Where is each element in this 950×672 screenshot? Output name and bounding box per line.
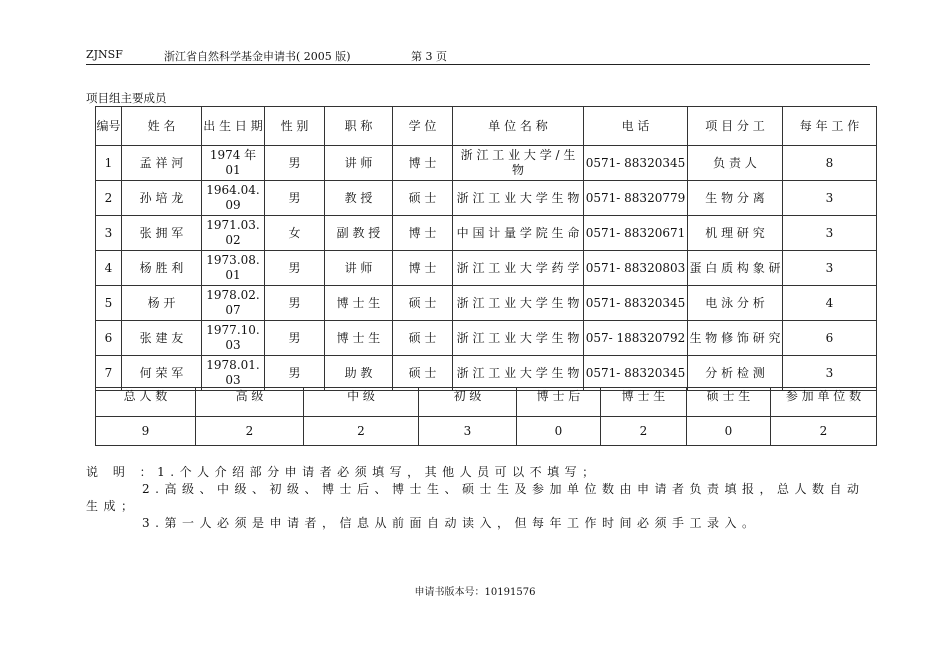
cell-text: 4	[104, 260, 113, 275]
members-header-row	[96, 107, 877, 146]
cell-text: 1971.03. 02	[206, 218, 260, 247]
cell-text: 参 加 单 位 数	[785, 389, 862, 403]
cell-text: 教 授	[344, 190, 373, 205]
cell-text: 博 士	[408, 225, 437, 240]
summary-value-cell: 3	[419, 417, 517, 446]
cell-text: 博 士	[408, 260, 437, 275]
table-cell	[688, 216, 783, 251]
cell-text: 杨 开	[147, 295, 176, 310]
cell-text: 0571- 88320345	[585, 155, 686, 170]
table-cell	[202, 216, 265, 251]
table-cell	[202, 286, 265, 321]
summary-value-cell: 0	[517, 417, 601, 446]
cell-text: 3	[825, 365, 834, 380]
table-cell	[584, 356, 688, 391]
cell-text: 何 荣 军	[139, 365, 184, 380]
cell-text: 孟 祥 河	[139, 155, 184, 170]
cell-text: 硕 士	[408, 330, 437, 345]
cell-text: 助 教	[344, 365, 373, 380]
cell-text: 0571- 88320345	[585, 295, 686, 310]
table-cell	[96, 216, 122, 251]
column-header: 性 别	[265, 107, 325, 146]
cell-text: 6	[825, 330, 834, 345]
summary-value-cell: 2	[196, 417, 304, 446]
table-cell	[96, 321, 122, 356]
cell-text: 浙 江 工 业 大 学 生 物	[456, 330, 580, 345]
table-cell	[584, 216, 688, 251]
table-cell	[265, 356, 325, 391]
table-cell	[202, 146, 265, 181]
summary-table	[95, 387, 877, 446]
table-cell	[202, 321, 265, 356]
table-cell	[783, 286, 877, 321]
table-cell	[453, 251, 584, 286]
cell-text: 3	[104, 225, 113, 240]
cell-text: 博 士 生	[336, 295, 381, 310]
table-row	[96, 146, 877, 181]
table-cell	[453, 146, 584, 181]
cell-text: 杨 胜 利	[139, 260, 184, 275]
cell-text: 副 教 授	[336, 225, 381, 240]
table-cell	[325, 286, 393, 321]
cell-text: 男	[288, 295, 301, 310]
table-cell	[325, 216, 393, 251]
summary-value-row	[96, 417, 877, 446]
table-cell	[393, 216, 453, 251]
column-header: 学 位	[393, 107, 453, 146]
cell-text: 0571- 88320779	[585, 190, 686, 205]
summary-value-cell: 2	[771, 417, 877, 446]
column-header: 每 年 工 作	[783, 107, 877, 146]
table-cell	[688, 146, 783, 181]
cell-text: 生 物 修 饰 研 究	[689, 330, 781, 345]
members-table	[95, 106, 877, 391]
cell-text: 硕 士	[408, 295, 437, 310]
table-row	[96, 286, 877, 321]
summary-header-cell	[196, 388, 304, 417]
table-cell	[325, 321, 393, 356]
table-cell	[783, 146, 877, 181]
table-cell	[122, 181, 202, 216]
table-cell	[325, 251, 393, 286]
cell-text: 1964.04. 09	[206, 183, 260, 212]
table-row	[96, 321, 877, 356]
cell-text: 1978.01. 03	[206, 358, 260, 387]
cell-text: 女	[288, 225, 301, 240]
cell-text: 3	[825, 225, 834, 240]
note-line: 2.高级、中级、初级、博士后、博士生、硕士生及参加单位数由申请者负责填报，总人数自动生成；	[86, 482, 865, 513]
table-cell	[393, 146, 453, 181]
cell-text: 0571- 88320671	[585, 225, 686, 240]
cell-text: 硕 士 生	[706, 389, 751, 403]
cell-text: 博 士 后	[536, 389, 581, 403]
summary-header-cell	[304, 388, 419, 417]
cell-text: 高 级	[235, 389, 264, 403]
table-cell	[202, 356, 265, 391]
table-cell	[783, 216, 877, 251]
note-line: 说 明 ：1.个人介绍部分申请者必须填写，其他人员可以不填写；	[86, 465, 600, 479]
column-header: 单 位 名 称	[453, 107, 584, 146]
table-cell	[688, 356, 783, 391]
cell-text: 1977.10. 03	[206, 323, 260, 352]
table-cell	[325, 181, 393, 216]
cell-text: 博 士 生	[336, 330, 381, 345]
table-cell	[393, 286, 453, 321]
table-cell	[393, 356, 453, 391]
page-header	[86, 46, 870, 65]
cell-text: 男	[288, 260, 301, 275]
cell-text: 浙 江 工 业 大 学 生 物	[456, 365, 580, 380]
version-footer: 申请书版本号：10191576	[414, 587, 536, 598]
cell-text: 讲 师	[344, 155, 373, 170]
cell-text: 男	[288, 365, 301, 380]
table-cell	[393, 321, 453, 356]
cell-text: 浙 江 工 业 大 学 / 生 物	[460, 148, 576, 177]
table-row	[96, 251, 877, 286]
cell-text: 博 士	[408, 155, 437, 170]
table-cell	[202, 251, 265, 286]
cell-text: 孙 培 龙	[139, 190, 184, 205]
cell-text: 1	[104, 155, 113, 170]
cell-text: 0571- 88320803	[585, 260, 686, 275]
note-line: 3.第一人必须是申请者，信息从前面自动读入，但每年工作时间必须手工录入。	[142, 516, 760, 530]
cell-text: 浙 江 工 业 大 学 生 物	[456, 295, 580, 310]
cell-text: 初 级	[453, 389, 482, 403]
header-left: ZJNSF	[86, 48, 123, 61]
table-cell	[584, 181, 688, 216]
table-row	[96, 356, 877, 391]
table-cell	[325, 146, 393, 181]
table-row	[96, 181, 877, 216]
cell-text: 硕 士	[408, 365, 437, 380]
table-cell	[202, 181, 265, 216]
cell-text: 4	[825, 295, 834, 310]
table-cell	[265, 216, 325, 251]
table-cell	[688, 321, 783, 356]
table-cell	[265, 286, 325, 321]
table-cell	[265, 181, 325, 216]
column-header: 电 话	[584, 107, 688, 146]
cell-text: 1974 年 01	[209, 148, 257, 177]
cell-text: 男	[288, 330, 301, 345]
summary-value-cell: 2	[304, 417, 419, 446]
table-cell	[96, 251, 122, 286]
table-cell	[393, 251, 453, 286]
cell-text: 硕 士	[408, 190, 437, 205]
table-cell	[122, 321, 202, 356]
summary-value-cell: 0	[687, 417, 771, 446]
table-cell	[584, 286, 688, 321]
cell-text: 机 理 研 究	[705, 225, 765, 240]
table-cell	[325, 356, 393, 391]
column-header: 姓 名	[122, 107, 202, 146]
table-cell	[783, 321, 877, 356]
table-cell	[265, 251, 325, 286]
table-cell	[584, 146, 688, 181]
table-cell	[96, 146, 122, 181]
summary-value-cell: 9	[96, 417, 196, 446]
column-header: 项 目 分 工	[688, 107, 783, 146]
table-cell	[453, 181, 584, 216]
table-cell	[453, 356, 584, 391]
column-header: 职 称	[325, 107, 393, 146]
table-cell	[584, 321, 688, 356]
table-cell	[453, 286, 584, 321]
table-cell	[584, 251, 688, 286]
cell-text: 2	[104, 190, 113, 205]
cell-text: 8	[825, 155, 834, 170]
cell-text: 0571- 88320345	[585, 365, 686, 380]
cell-text: 分 析 检 测	[705, 365, 765, 380]
cell-text: 生 物 分 离	[705, 190, 765, 205]
summary-header-cell	[771, 388, 877, 417]
cell-text: 7	[104, 365, 113, 380]
cell-text: 057- 188320792	[585, 330, 686, 345]
table-cell	[688, 181, 783, 216]
cell-text: 浙 江 工 业 大 学 生 物	[456, 190, 580, 205]
cell-text: 3	[825, 260, 834, 275]
cell-text: 张 拥 军	[139, 225, 184, 240]
summary-header-cell	[601, 388, 687, 417]
summary-header-cell	[687, 388, 771, 417]
summary-header-cell	[419, 388, 517, 417]
cell-text: 博 士 生	[621, 389, 666, 403]
cell-text: 张 建 友	[139, 330, 184, 345]
summary-value-cell: 2	[601, 417, 687, 446]
table-cell	[122, 216, 202, 251]
summary-header-cell	[517, 388, 601, 417]
cell-text: 中 国 计 量 学 院 生 命	[456, 225, 580, 240]
header-page-number: 第 3 页	[411, 50, 447, 63]
cell-text: 中 级	[347, 389, 375, 403]
table-cell	[688, 286, 783, 321]
cell-text: 3	[825, 190, 834, 205]
summary-header-cell	[96, 388, 196, 417]
column-header: 出 生 日 期	[202, 107, 265, 146]
cell-text: 1973.08. 01	[206, 253, 260, 282]
table-cell	[122, 146, 202, 181]
cell-text: 蛋 白 质 构 象 研	[689, 260, 781, 275]
cell-text: 电 泳 分 析	[705, 295, 765, 310]
cell-text: 6	[104, 330, 113, 345]
table-cell	[122, 251, 202, 286]
column-header: 编号	[96, 107, 122, 146]
table-cell	[688, 251, 783, 286]
table-cell	[453, 321, 584, 356]
table-cell	[783, 356, 877, 391]
table-cell	[122, 286, 202, 321]
cell-text: 男	[288, 190, 301, 205]
table-cell	[122, 356, 202, 391]
cell-text: 5	[104, 295, 113, 310]
table-cell	[453, 216, 584, 251]
table-cell	[96, 356, 122, 391]
table-row	[96, 216, 877, 251]
cell-text: 男	[288, 155, 301, 170]
cell-text: 总 人 数	[123, 389, 168, 403]
table-cell	[96, 181, 122, 216]
cell-text: 浙 江 工 业 大 学 药 学	[456, 260, 580, 275]
notes	[86, 464, 870, 532]
table-cell	[783, 181, 877, 216]
cell-text: 负 责 人	[713, 155, 757, 170]
table-cell	[265, 146, 325, 181]
cell-text: 讲 师	[344, 260, 373, 275]
table-cell	[265, 321, 325, 356]
cell-text: 1978.02. 07	[206, 288, 260, 317]
table-cell	[96, 286, 122, 321]
section-title: 项目组主要成员	[86, 91, 167, 105]
table-cell	[783, 251, 877, 286]
table-cell	[393, 181, 453, 216]
summary-header-row	[96, 388, 877, 417]
header-title: 浙江省自然科学基金申请书( 2005 版)	[164, 50, 351, 63]
